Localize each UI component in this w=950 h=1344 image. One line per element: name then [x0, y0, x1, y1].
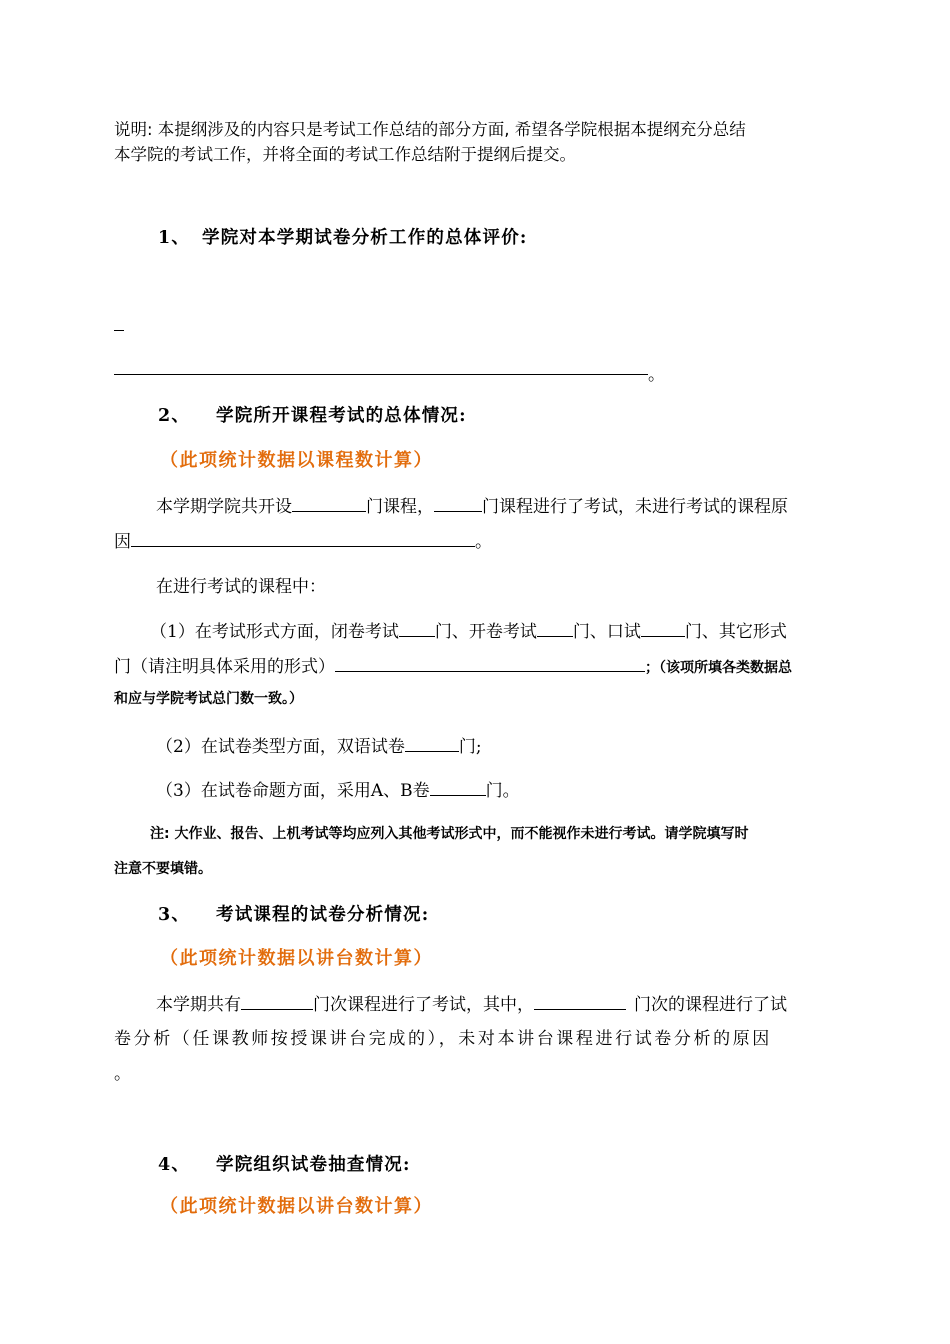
evaluation-end-mark: 。 — [648, 365, 665, 385]
section-3-title: 考试课程的试卷分析情况: — [216, 905, 430, 925]
s2-para-1-line-2: 因 。 — [114, 527, 846, 552]
s2-warning-line-1: 注: 大作业、报告、上机考试等均应列入其他考试形式中，而不能视作未进行考试。请学院填写时 — [150, 826, 749, 842]
exam-sessions-blank[interactable] — [241, 991, 313, 1010]
s3-para-line-2: 卷分析（任课教师按授课讲台完成的），未对本讲台课程进行试卷分析的原因 — [114, 1029, 772, 1049]
s3-para-line-1: 本学期共有 门次课程进行了考试，其中， 门次的课程进行了试 — [156, 990, 888, 1015]
analyzed-sessions-blank[interactable] — [534, 991, 626, 1010]
other-form-blank[interactable] — [335, 653, 645, 672]
s2-item-3: （3）在试卷命题方面，采用A、B卷 门。 — [156, 776, 888, 801]
ab-paper-blank[interactable] — [430, 777, 486, 796]
section-1-heading — [158, 224, 890, 249]
section-2-number: 2、 — [158, 406, 191, 426]
section-3-number: 3、 — [158, 905, 191, 925]
s2-item-1-line-1: （1）在考试形式方面，闭卷考试 门、开卷考试 门、口试 门、其它形式 — [150, 617, 882, 642]
closed-book-blank[interactable] — [399, 618, 435, 637]
section-2-heading — [158, 402, 890, 427]
examined-courses-blank[interactable] — [434, 493, 482, 512]
s3-para-line-3: 。 — [114, 1064, 131, 1084]
section-3-heading — [158, 901, 890, 926]
s2-item-1-line-2: 门（请注明具体采用的形式） ；（该项所填各类数据总 — [114, 652, 846, 677]
oral-exam-blank[interactable] — [641, 618, 685, 637]
s2-item-2: （2）在试卷类型方面，双语试卷 门; — [156, 732, 888, 757]
section-4-heading — [158, 1151, 890, 1176]
s2-warning-line-2: 注意不要填错。 — [114, 861, 212, 877]
short-dash-line — [114, 330, 124, 331]
section-1-number: 1、 — [158, 228, 191, 248]
s2-item-1-line-3: 和应与学院考试总门数一致。） — [114, 691, 303, 707]
section-2-title: 学院所开课程考试的总体情况: — [216, 406, 467, 426]
section-4-number: 4、 — [158, 1155, 191, 1175]
bilingual-blank[interactable] — [405, 733, 459, 752]
s2-para-2: 在进行考试的课程中： — [156, 577, 326, 597]
s2-para-1-line-1: 本学期学院共开设 门课程， 门课程进行了考试，未进行考试的课程原 — [156, 492, 888, 517]
intro-line-1: 说明: 本提纲涉及的内容只是考试工作总结的部分方面, 希望各学院根据本提纲充分总结 — [114, 120, 746, 139]
open-book-blank[interactable] — [537, 618, 573, 637]
intro-line-2: 本学院的考试工作，并将全面的考试工作总结附于提纲后提交。 — [114, 145, 576, 164]
total-courses-blank[interactable] — [292, 493, 366, 512]
section-4-title: 学院组织试卷抽查情况: — [216, 1155, 411, 1175]
evaluation-answer-line — [114, 374, 648, 375]
section-1-title: 学院对本学期试卷分析工作的总体评价: — [202, 228, 528, 248]
section-4-note: （此项统计数据以讲台数计算） — [160, 1196, 433, 1217]
no-exam-reason-blank[interactable] — [131, 528, 475, 547]
section-2-note: （此项统计数据以课程数计算） — [160, 450, 433, 471]
section-3-note: （此项统计数据以讲台数计算） — [160, 948, 433, 969]
